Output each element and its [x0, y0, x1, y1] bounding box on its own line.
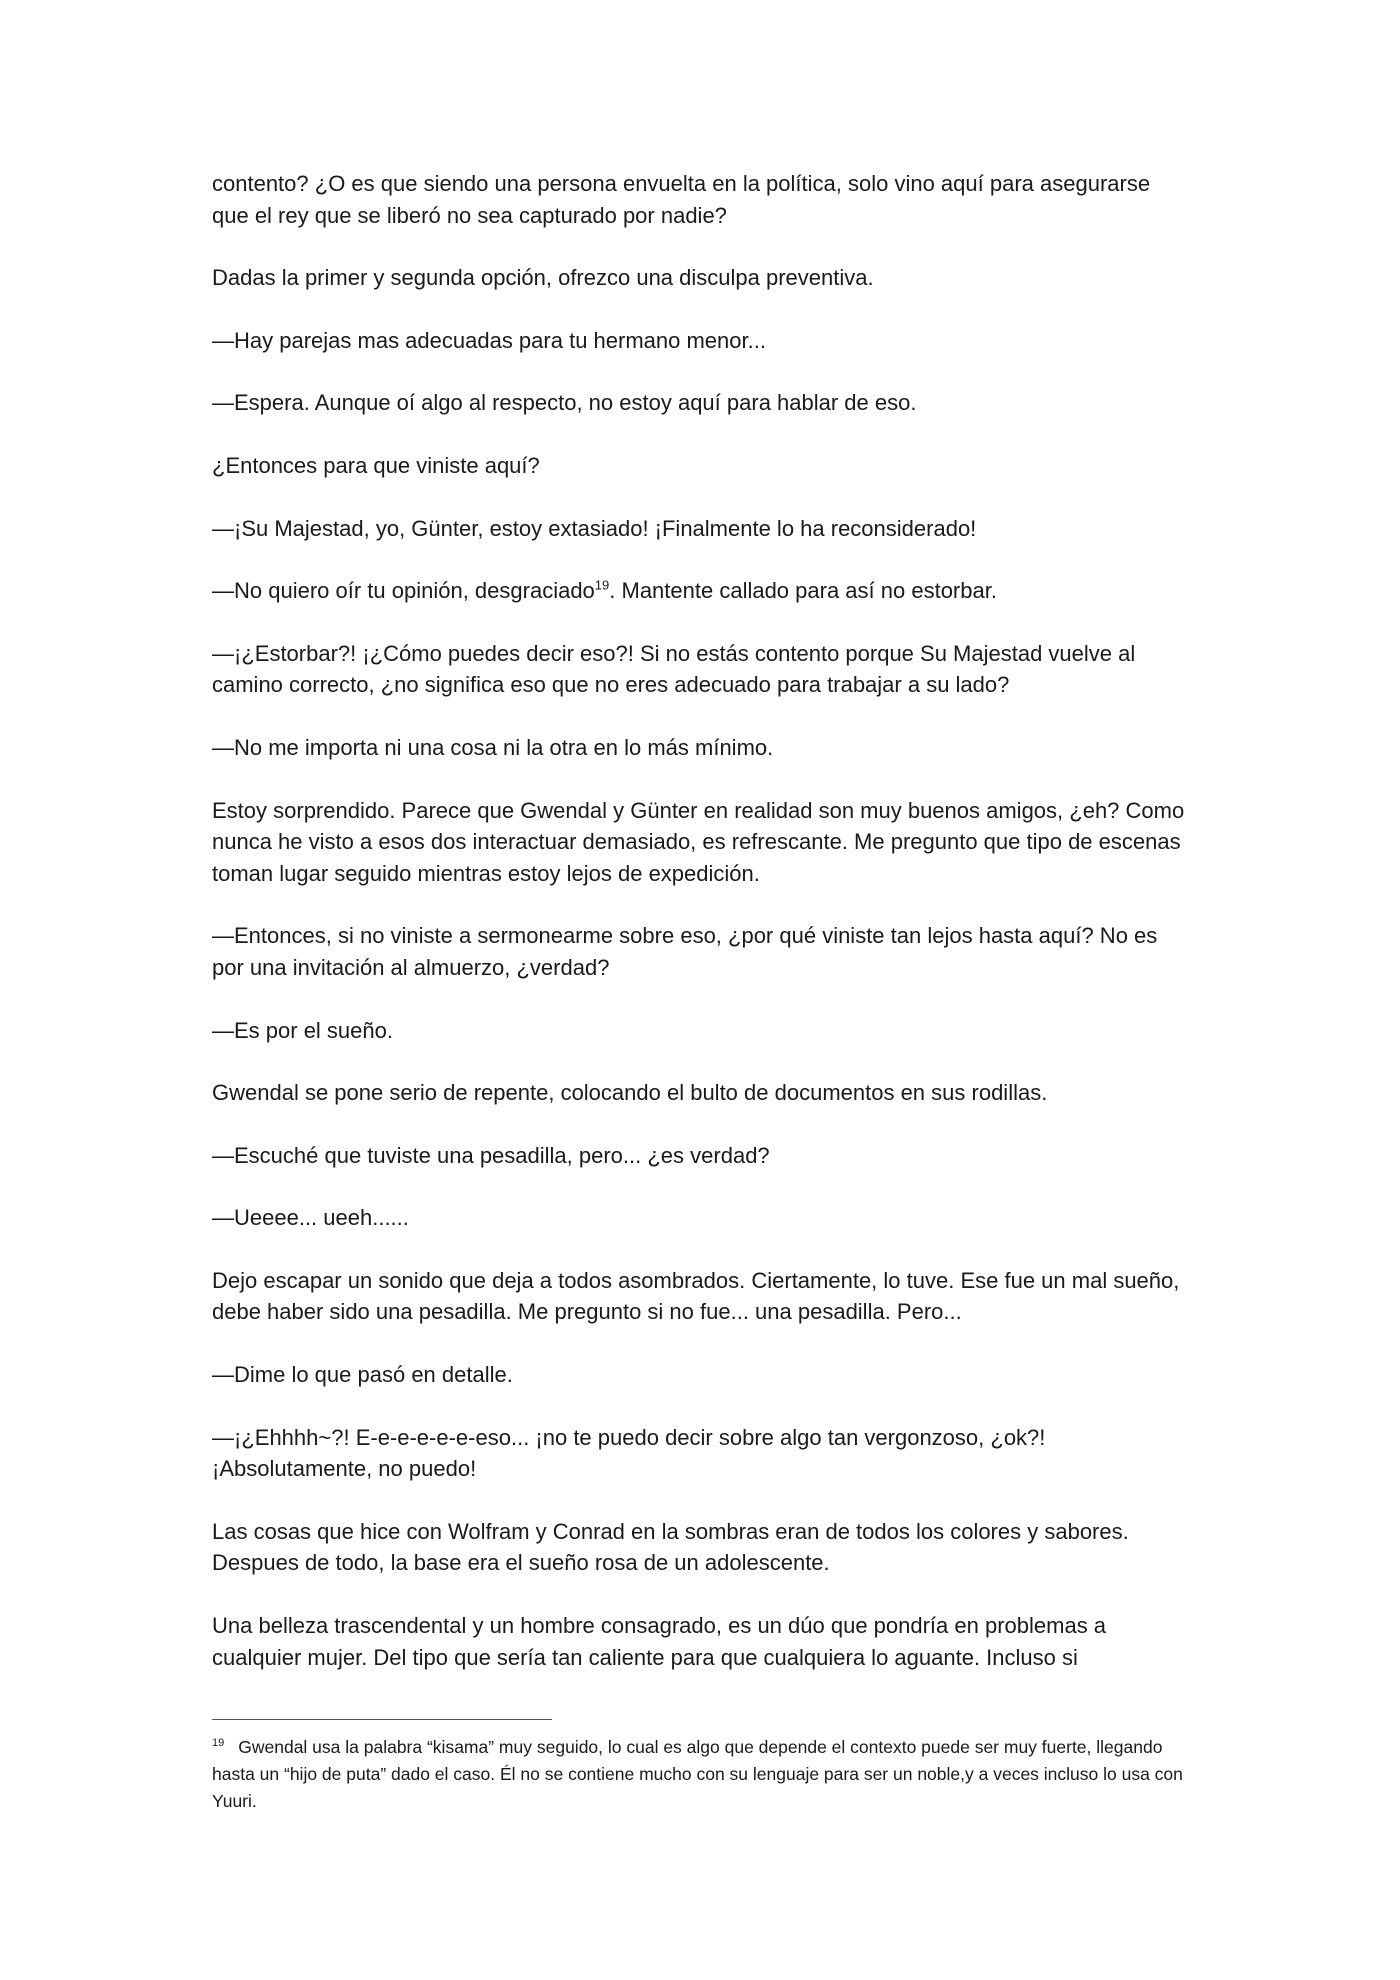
- paragraph: —Entonces, si no viniste a sermonearme sobre eso, ¿por qué viniste tan lejos hasta aquí? No es por una invitación al almuerzo, ¿verdad?: [212, 923, 1158, 980]
- paragraph-text-after: . Mantente callado para así no estorbar.: [609, 578, 997, 604]
- paragraph: Las cosas que hice con Wolfram y Conrad en la sombras eran de todos los colores y sabores. Despues de todo, la base era el sueño rosa de un adolescente.: [212, 1518, 1129, 1576]
- footnote-text: Gwendal usa la palabra “kisama” muy seguido, lo cual es algo que depende el contexto puede ser muy fuerte, llegando hasta un “hijo de puta” dado el caso. Él no se contiene mucho con su lenguaje para ser un noble,y a veces incluso lo usa con Yuuri.: [212, 1737, 1183, 1811]
- paragraph: Dejo escapar un sonido que deja a todos asombrados. Ciertamente, lo tuve. Ese fue un mal sueño, debe haber sido una pesadilla. Me pregunto si no fue... una pesadilla. Pero...: [212, 1267, 1180, 1325]
- paragraph: contento? ¿O es que siendo una persona envuelta en la política, solo vino aquí para asegurarse que el rey que se liberó no sea capturado por nadie?: [212, 171, 1151, 228]
- footnote: [212, 1734, 1202, 1815]
- paragraph: Gwendal se pone serio de repente, colocando el bulto de documentos en sus rodillas.: [212, 1080, 1048, 1106]
- paragraph: Una belleza trascendental y un hombre consagrado, es un dúo que pondría en problemas a cualquier mujer. Del tipo que sería tan caliente para que cualquiera lo aguante. Incluso si: [212, 1613, 1107, 1670]
- body-text: [212, 168, 1192, 1704]
- paragraph-with-footnote-ref: [212, 575, 1192, 607]
- paragraph: —Hay parejas mas adecuadas para tu hermano menor...: [212, 327, 766, 353]
- footnote-reference[interactable]: 19: [594, 577, 610, 593]
- paragraph: —Dime lo que pasó en detalle.: [212, 1362, 513, 1388]
- paragraph: —Ueeee... ueeh......: [212, 1205, 409, 1231]
- paragraph: —¡¿Estorbar?! ¡¿Cómo puedes decir eso?! Si no estás contento porque Su Majestad vuelve al camino correcto, ¿no significa eso que no eres adecuado para trabajar a su lado?: [212, 640, 1136, 698]
- paragraph: Dadas la primer y segunda opción, ofrezco una disculpa preventiva.: [212, 265, 874, 291]
- paragraph: —No me importa ni una cosa ni la otra en lo más mínimo.: [212, 734, 774, 760]
- paragraph: —Es por el sueño.: [212, 1017, 393, 1043]
- paragraph: Estoy sorprendido. Parece que Gwendal y Günter en realidad son muy buenos amigos, ¿eh? Como nunca he visto a esos dos interactuar demasiado, es refrescante. Me pregunto que tipo de escenas toman lugar seguido mientras estoy lejos de expedición.: [212, 797, 1185, 886]
- paragraph: —¡Su Majestad, yo, Günter, estoy extasiado! ¡Finalmente lo ha reconsiderado!: [212, 515, 977, 541]
- paragraph: —Espera. Aunque oí algo al respecto, no estoy aquí para hablar de eso.: [212, 390, 917, 416]
- footnote-number: 19: [212, 1737, 225, 1750]
- paragraph: —Escuché que tuviste una pesadilla, pero... ¿es verdad?: [212, 1142, 770, 1168]
- footnote-separator: [212, 1719, 552, 1720]
- paragraph: —¡¿Ehhhh~?! E-e-e-e-e-e-eso... ¡no te puedo decir sobre algo tan vergonzoso, ¿ok?! ¡Absolutamente, no puedo!: [212, 1424, 1046, 1482]
- paragraph-text-before: —No quiero oír tu opinión, desgraciado: [212, 578, 595, 604]
- paragraph: ¿Entonces para que viniste aquí?: [212, 452, 540, 478]
